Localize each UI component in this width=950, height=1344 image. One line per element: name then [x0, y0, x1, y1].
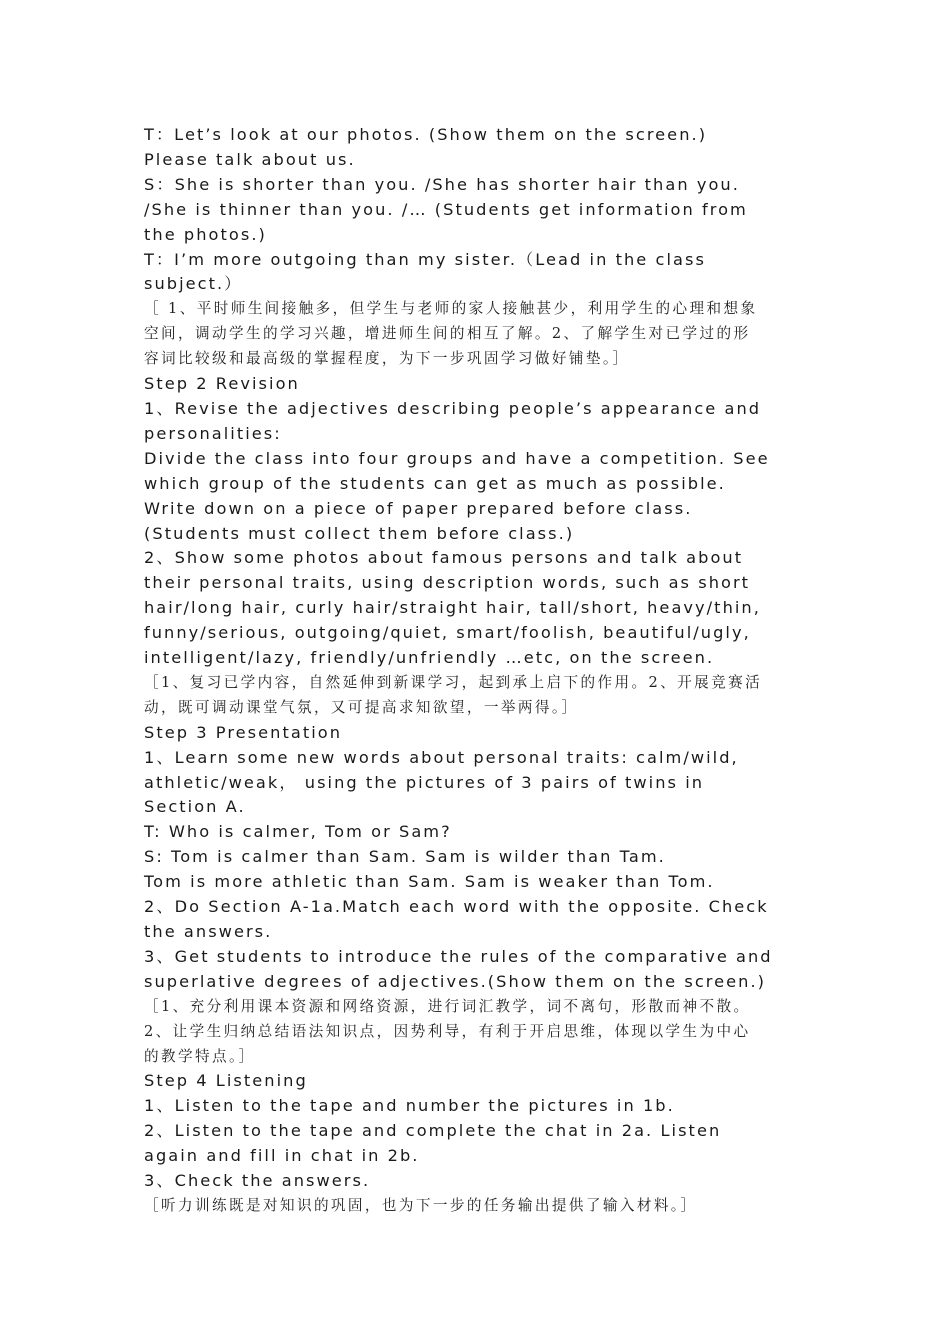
document-body [144, 123, 812, 1219]
text-line: Please talk about us. [144, 149, 356, 169]
text-line: the photos.) [144, 224, 267, 244]
annotation-line: 空间，调动学生的学习兴趣，增进师生间的相互了解。2、了解学生对已学过的形 [144, 325, 751, 343]
text-line: funny/serious, outgoing/quiet, smart/foolish, beautiful/ugly, [144, 623, 751, 643]
text-line: superlative degrees of adjectives.(Show them on the screen.) [144, 971, 767, 991]
text-line: S：She is shorter than you. /She has shorter hair than you. [144, 174, 740, 194]
text-line: again and fill in chat in 2b. [144, 1146, 420, 1166]
text-line: 1、Revise the adjectives describing people’s appearance and [144, 398, 762, 418]
text-line: athletic/weak， using the pictures of 3 pairs of twins in [144, 772, 705, 792]
annotation-line: ［1、复习已学内容，自然延伸到新课学习，起到承上启下的作用。2、开展竞赛活 [144, 673, 763, 691]
text-line: Tom is more athletic than Sam. Sam is weaker than Tom. [144, 872, 715, 892]
text-line: Step 4 Listening [144, 1071, 308, 1091]
text-line: 2、Listen to the tape and complete the chat in 2a. Listen [144, 1121, 722, 1141]
text-line: T：I’m more outgoing than my sister.（Lead in the class [144, 249, 706, 269]
annotation-line: ［ 1、平时师生间接触多，但学生与老师的家人接触甚少，利用学生的心理和想象 [144, 300, 758, 318]
text-line: 2、Show some photos about famous persons and talk about [144, 548, 744, 568]
text-line: intelligent/lazy, friendly/unfriendly …etc, on the screen. [144, 648, 715, 668]
text-line: T: Who is calmer, Tom or Sam? [144, 822, 452, 842]
text-line: Divide the class into four groups and have a competition. See [144, 448, 770, 468]
annotation-line: 2、让学生归纳总结语法知识点，因势利导，有利于开启思维，体现以学生为中心 [144, 1022, 751, 1040]
annotation-line: ［1、充分利用课本资源和网络资源，进行词汇教学，词不离句，形散而神不散。 [144, 997, 751, 1015]
text-line: personalities: [144, 423, 282, 443]
annotation-line: 的教学特点。］ [144, 1047, 256, 1065]
text-line: Section A. [144, 797, 246, 817]
text-line: 1、Learn some new words about personal traits: calm/wild, [144, 747, 739, 767]
text-line: 3、Check the answers. [144, 1171, 371, 1191]
annotation-line: 容词比较级和最高级的掌握程度，为下一步巩固学习做好铺垫。］ [144, 350, 630, 368]
text-line: S: Tom is calmer than Sam. Sam is wilder than Tam. [144, 847, 666, 867]
text-line: their personal traits, using description words, such as short [144, 573, 751, 593]
text-line: 1、Listen to the tape and number the pictures in 1b. [144, 1096, 675, 1116]
text-line: 3、Get students to introduce the rules of the comparative and [144, 946, 773, 966]
text-line: subject.） [144, 274, 243, 294]
text-line: T：Let’s look at our photos. (Show them on the screen.) [144, 125, 708, 144]
text-line: Step 2 Revision [144, 374, 300, 394]
text-line: Step 3 Presentation [144, 722, 343, 742]
text-line: which group of the students can get as much as possible. [144, 473, 726, 493]
text-line: hair/long hair, curly hair/straight hair, tall/short, heavy/thin, [144, 598, 761, 618]
text-line: /She is thinner than you. /… (Students get information from [144, 199, 748, 219]
text-line: 2、Do Section A-1a.Match each word with the opposite. Check [144, 897, 769, 917]
text-line: (Students must collect them before class.) [144, 523, 575, 543]
annotation-line: ［听力训练既是对知识的巩固，也为下一步的任务输出提供了输入材料。］ [144, 1196, 698, 1214]
annotation-line: 动，既可调动课堂气氛，又可提高求知欲望，一举两得。］ [144, 698, 579, 716]
text-line: Write down on a piece of paper prepared before class. [144, 498, 693, 518]
text-line: the answers. [144, 922, 273, 941]
